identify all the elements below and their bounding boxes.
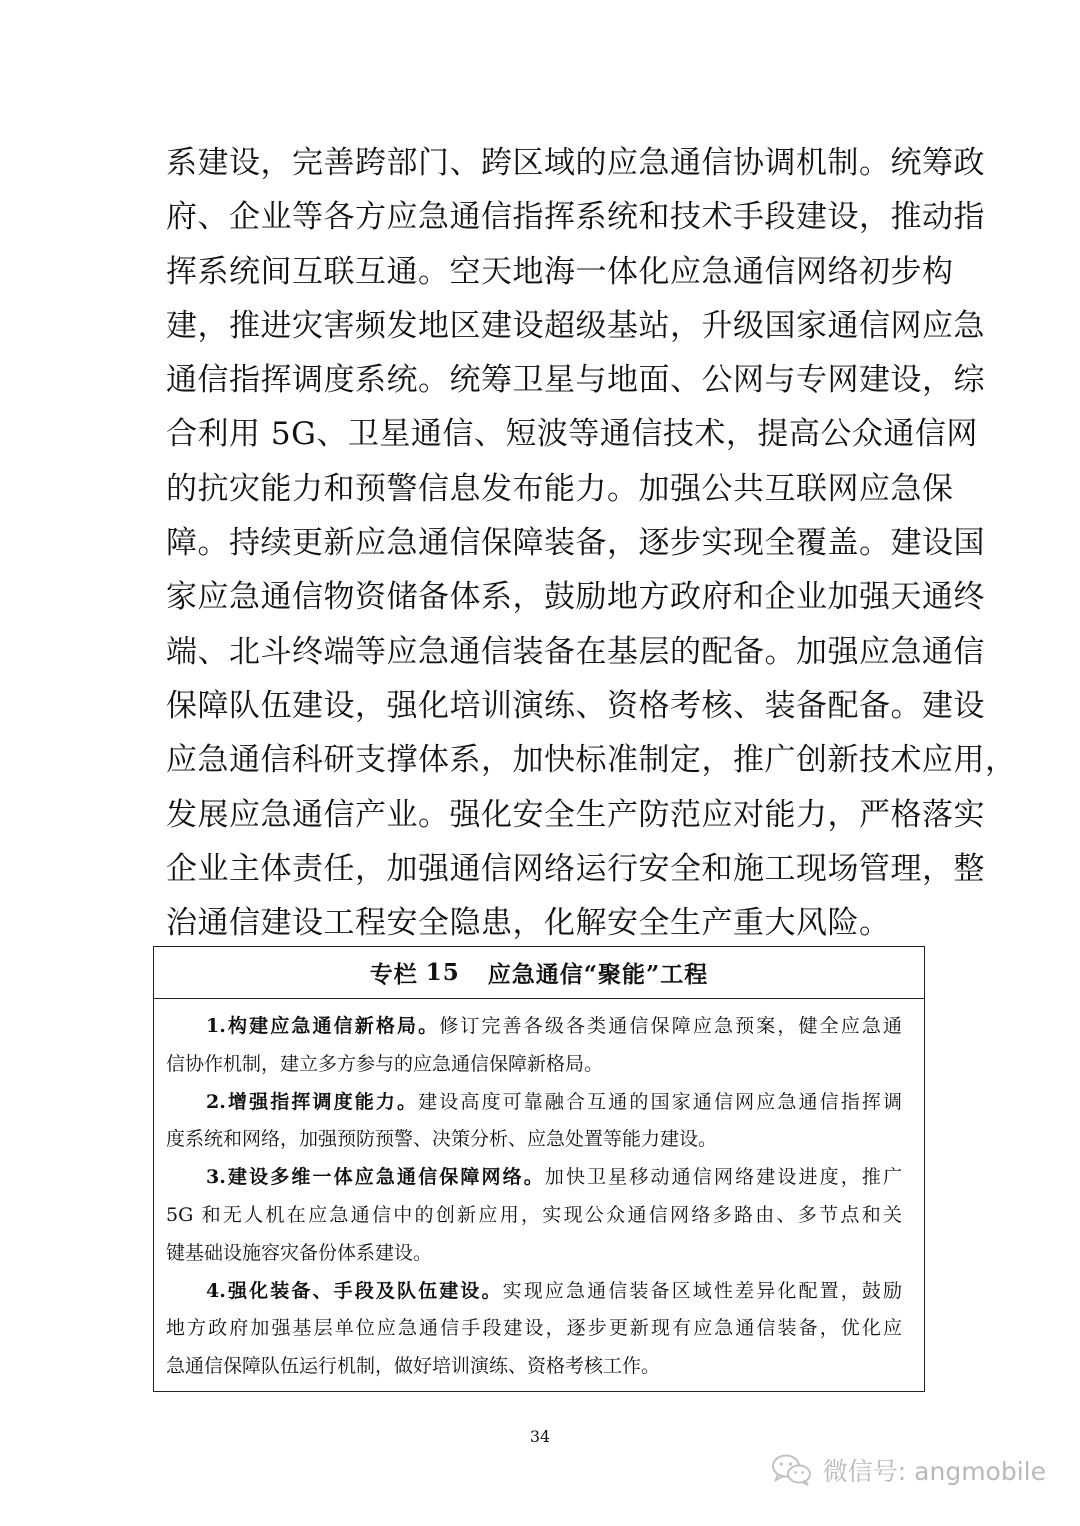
- body-line: 家应急通信物资储备体系，鼓励地方政府和企业加强天通终: [166, 579, 985, 616]
- body-line: 应急通信科研支撑体系，加快标准制定，推广创新技术应用，: [166, 742, 1017, 779]
- column-item: [166, 1008, 902, 1084]
- body-line: 建，推进灾害频发地区建设超级基站，升级国家通信网应急: [166, 307, 985, 344]
- column-box-title: [154, 947, 924, 999]
- column-item: [166, 1084, 902, 1160]
- item-text: 加快卫星移动通信网络建设进度，推广: [544, 1166, 902, 1189]
- column-box-body: [154, 999, 924, 1386]
- item-text: 5G 和无人机在应急通信中的创新应用，实现公众通信网络多路由、多节点和关: [166, 1203, 902, 1226]
- item-text: 急通信保障队伍运行机制，做好培训演练、资格考核工作。: [166, 1355, 661, 1378]
- body-paragraph: [166, 136, 1017, 950]
- item-text: 地方政府加强基层单位应急通信手段建设，逐步更新现有应急通信装备，优化应: [166, 1317, 902, 1340]
- watermark: [771, 1452, 1046, 1488]
- item-heading: 1.构建应急通信新格局。: [206, 1015, 440, 1037]
- column-box: [153, 946, 925, 1392]
- item-heading: 3.建设多维一体应急通信保障网络。: [206, 1166, 545, 1189]
- item-text: 信协作机制，建立多方参与的应急通信保障新格局。: [166, 1052, 604, 1075]
- column-title: 应急通信“聚能”工程: [487, 961, 709, 988]
- item-text: 键基础设施容灾备份体系建设。: [166, 1241, 433, 1264]
- body-line: 的抗灾能力和预警信息发布能力。加强公共互联网应急保: [166, 470, 954, 507]
- column-number: 15: [425, 959, 460, 986]
- item-text: 建设高度可靠融合互通的国家通信网应急通信指挥调: [418, 1090, 902, 1113]
- body-line: 企业主体责任，加强通信网络运行安全和施工现场管理，整: [166, 850, 985, 887]
- body-line: 保障队伍建设，强化培训演练、资格考核、装备配备。建设: [166, 687, 985, 724]
- item-text: 度系统和网络，加强预防预警、决策分析、应急处置等能力建设。: [166, 1128, 718, 1151]
- body-line: 挥系统间互联互通。空天地海一体化应急通信网络初步构: [166, 253, 954, 290]
- body-line: 合利用 5G、卫星通信、短波等通信技术，提高公众通信网: [166, 416, 978, 453]
- column-item: [166, 1159, 902, 1272]
- wechat-icon: [771, 1453, 813, 1487]
- body-line: 端、北斗终端等应急通信装备在基层的配备。加强应急通信: [166, 633, 985, 670]
- body-line: 治通信建设工程安全隐患，化解安全生产重大风险。: [166, 905, 891, 942]
- page-number: 34: [529, 1427, 551, 1446]
- watermark-text: 微信号: angmobile: [822, 1457, 1046, 1486]
- item-heading: 2.增强指挥调度能力。: [206, 1090, 419, 1113]
- item-text: 实现应急通信装备区域性差异化配置，鼓励: [502, 1279, 902, 1302]
- body-line: 系建设，完善跨部门、跨区域的应急通信协调机制。统筹政: [166, 145, 985, 181]
- body-line: 发展应急通信产业。强化安全生产防范应对能力，严格落实: [166, 796, 985, 833]
- body-line: 通信指挥调度系统。统筹卫星与地面、公网与专网建设，综: [166, 362, 985, 399]
- column-label: 专栏: [369, 961, 418, 988]
- item-heading: 4.强化装备、手段及队伍建设。: [206, 1279, 503, 1302]
- column-item: [166, 1273, 902, 1386]
- body-line: 府、企业等各方应急通信指挥系统和技术手段建设，推动指: [166, 199, 985, 236]
- item-text: 修订完善各级各类通信保障应急预案，健全应急通: [439, 1015, 902, 1037]
- body-line: 障。持续更新应急通信保障装备，逐步实现全覆盖。建设国: [166, 525, 985, 562]
